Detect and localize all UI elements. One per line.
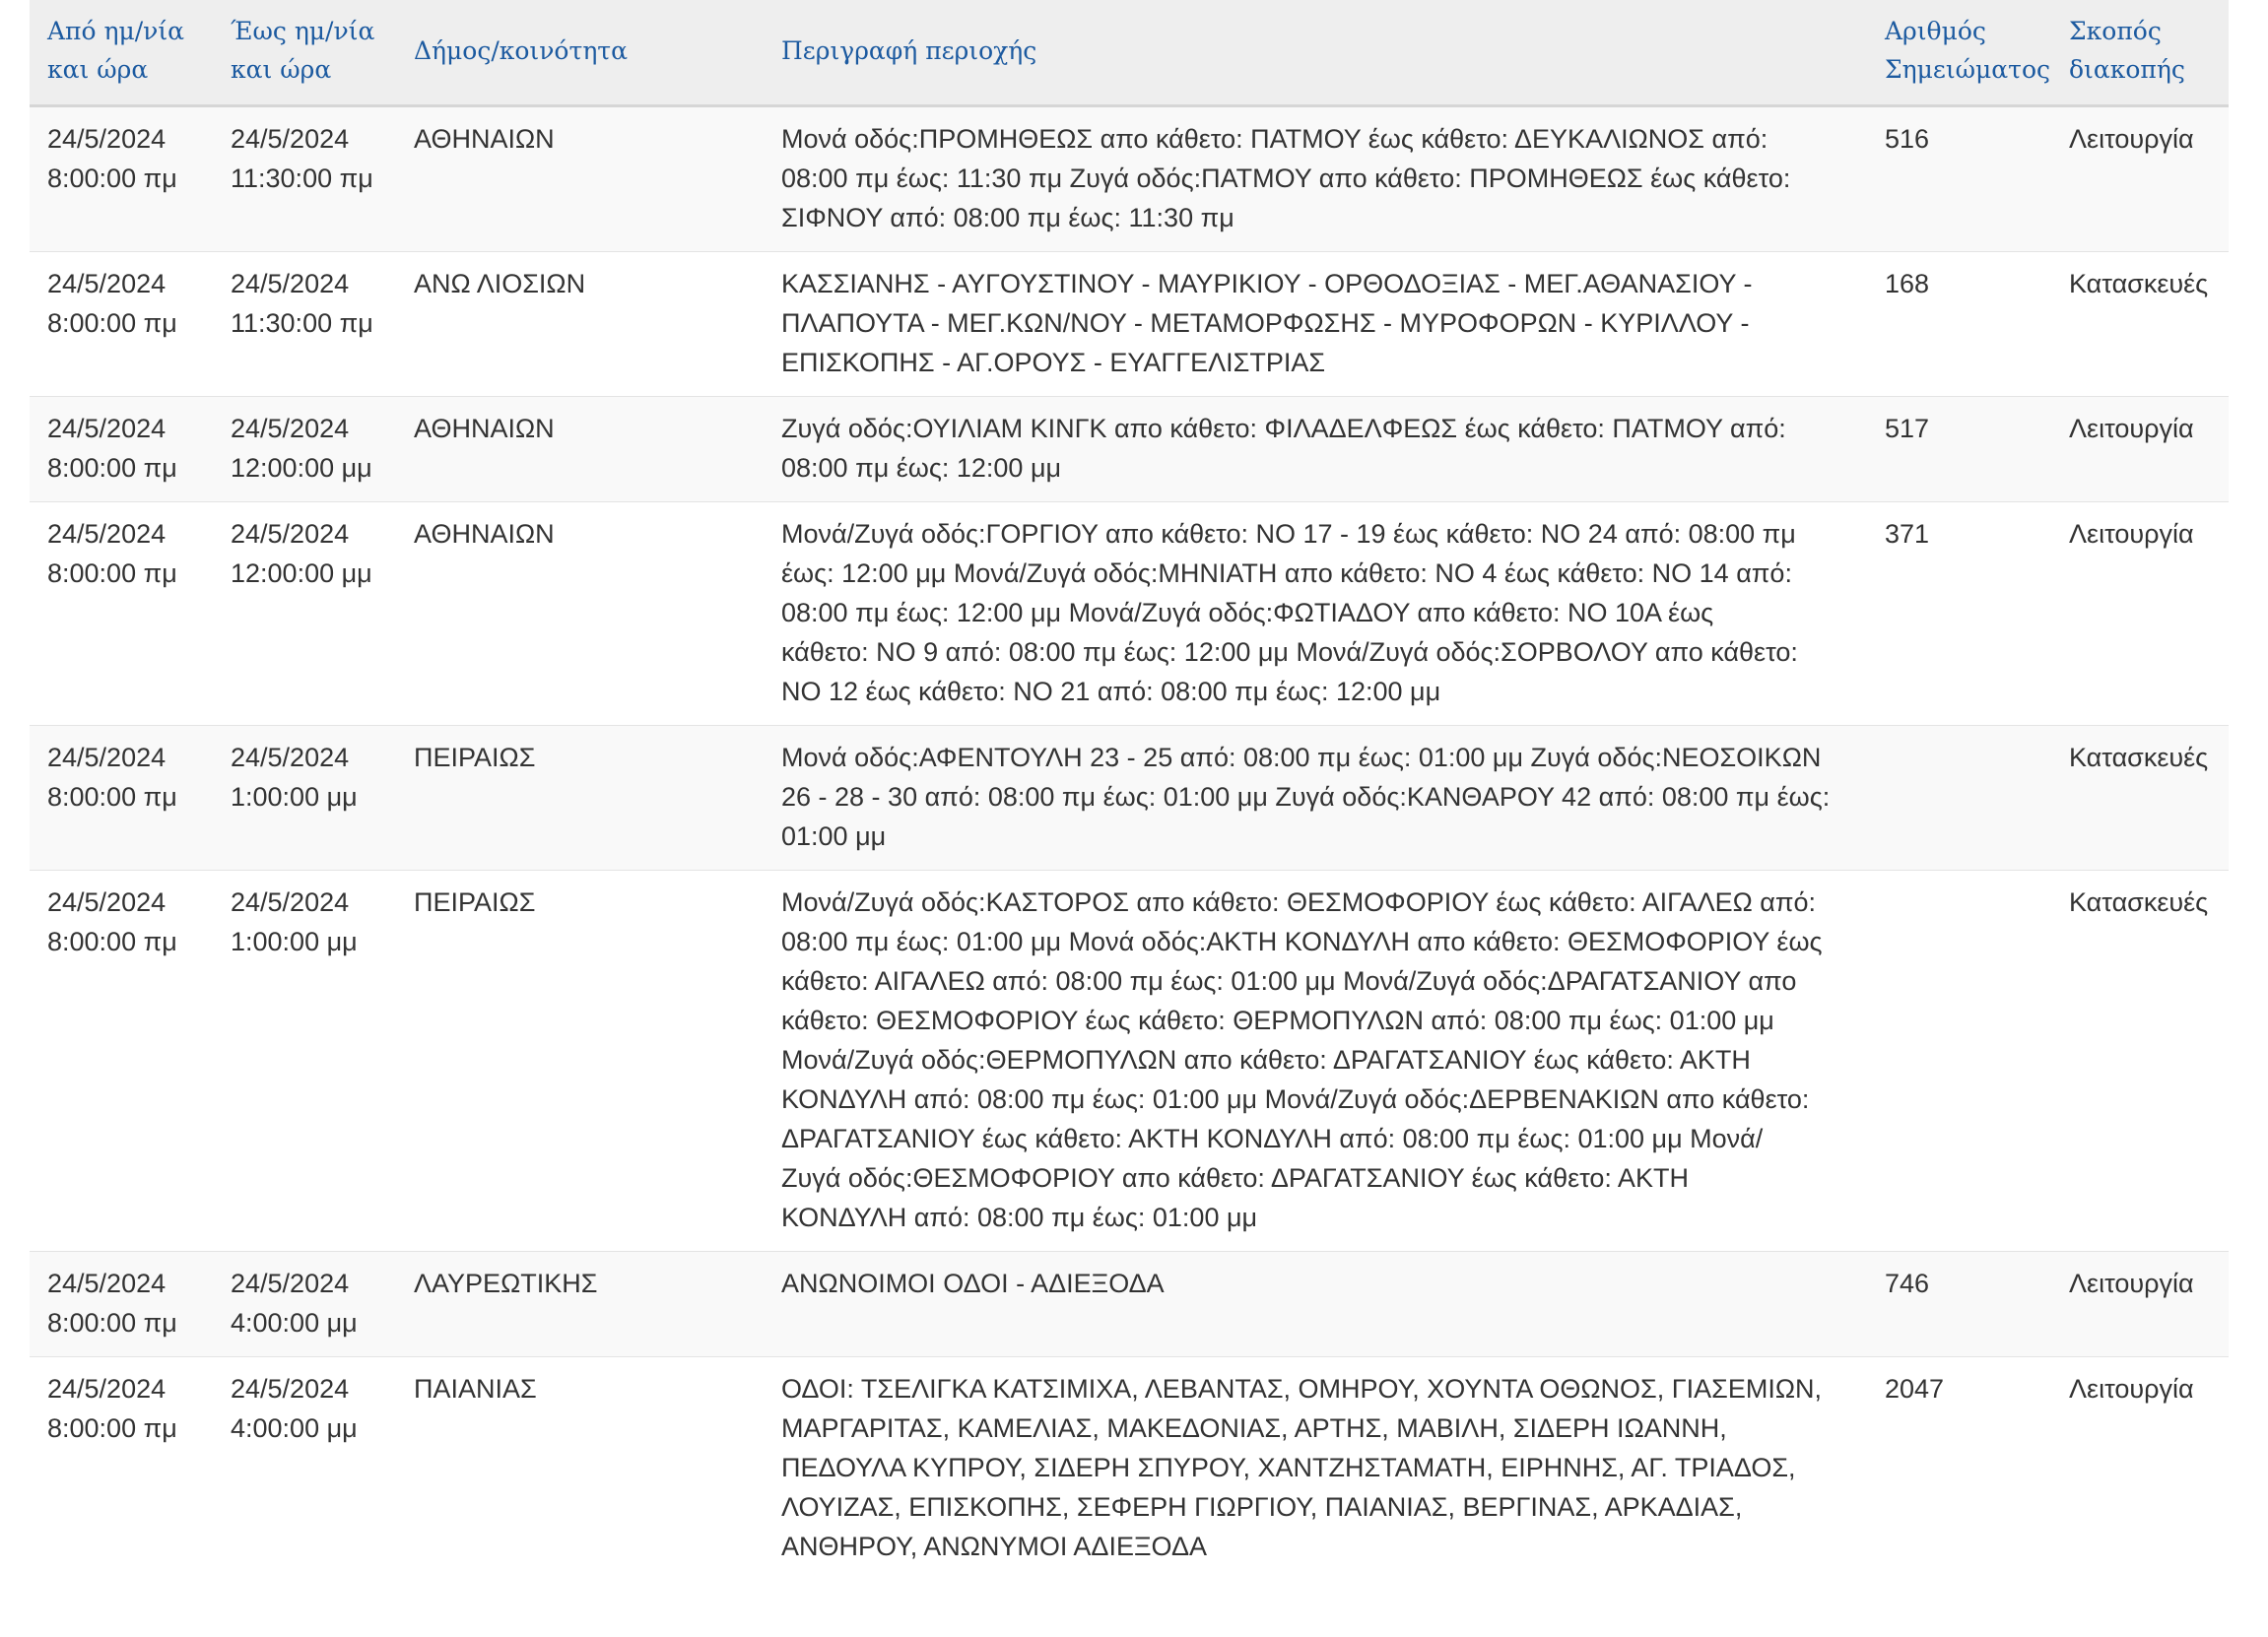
cell-from-datetime: 24/5/2024 8:00:00 πμ [30, 106, 213, 252]
column-header-municipality[interactable]: Δήμος/κοινότητα [396, 0, 764, 106]
column-header-purpose[interactable]: Σκοπός διακοπής [2051, 0, 2229, 106]
table-header-row [30, 0, 2229, 106]
cell-description: ΟΔΟΙ: ΤΣΕΛΙΓΚΑ ΚΑΤΣΙΜΙΧΑ, ΛΕΒΑΝΤΑΣ, ΟΜΗΡΟΥ, ΧΟΥΝΤΑ ΟΘΩΝΟΣ, ΓΙΑΣΕΜΙΩΝ, ΜΑΡΓΑΡΙΤΑΣ, ΚΑΜΕΛΙΑΣ, ΜΑΚΕΔΟΝΙΑΣ, ΑΡΤΗΣ, ΜΑΒΙΛΗ, ΣΙΔΕΡΗ ΙΩΑΝΝΗ, ΠΕΔΟΥΛΑ ΚΥΠΡΟΥ, ΣΙΔΕΡΗ ΣΠΥΡΟΥ, ΧΑΝΤΖΗΣΤΑΜΑΤΗ, ΕΙΡΗΝΗΣ, ΑΓ. ΤΡΙΑΔΟΣ, ΛΟΥΙΖΑΣ, ΕΠΙΣΚΟΠΗΣ, ΣΕΦΕΡΗ ΓΙΩΡΓΙΟΥ, ΠΑΙΑΝΙΑΣ, ΒΕΡΓΙΝΑΣ, ΑΡΚΑΔΙΑΣ, ΑΝΘΗΡΟΥ, ΑΝΩΝΥΜΟΙ ΑΔΙΕΞΟΔΑ [764, 1357, 1867, 1581]
table-row [30, 502, 2229, 726]
table-row [30, 397, 2229, 502]
cell-description: Μονά οδός:ΑΦΕΝΤΟΥΛΗ 23 - 25 από: 08:00 πμ έως: 01:00 μμ Ζυγά οδός:ΝΕΟΣΟΙΚΩΝ 26 - 28 - 30 από: 08:00 πμ έως: 01:00 μμ Ζυγά οδός:ΚΑΝΘΑΡΟΥ 42 από: 08:00 πμ έως: 01:00 μμ [764, 726, 1867, 871]
cell-to-datetime: 24/5/2024 1:00:00 μμ [213, 726, 396, 871]
cell-note-number: 746 [1867, 1252, 2051, 1357]
cell-note-number [1867, 726, 2051, 871]
cell-to-datetime: 24/5/2024 11:30:00 πμ [213, 106, 396, 252]
cell-note-number: 516 [1867, 106, 2051, 252]
cell-municipality: ΠΑΙΑΝΙΑΣ [396, 1357, 764, 1581]
table-row [30, 871, 2229, 1252]
cell-note-number [1867, 871, 2051, 1252]
table-body [30, 106, 2229, 1581]
cell-municipality: ΛΑΥΡΕΩΤΙΚΗΣ [396, 1252, 764, 1357]
cell-purpose: Κατασκευές [2051, 726, 2229, 871]
table-row [30, 106, 2229, 252]
cell-municipality: ΑΘΗΝΑΙΩΝ [396, 397, 764, 502]
cell-from-datetime: 24/5/2024 8:00:00 πμ [30, 502, 213, 726]
cell-to-datetime: 24/5/2024 12:00:00 μμ [213, 397, 396, 502]
cell-purpose: Λειτουργία [2051, 106, 2229, 252]
cell-municipality: ΑΝΩ ΛΙΟΣΙΩΝ [396, 252, 764, 397]
cell-description: Μονά/Ζυγά οδός:ΓΟΡΓΙΟΥ απο κάθετο: ΝΟ 17 - 19 έως κάθετο: ΝΟ 24 από: 08:00 πμ έως: 12:00 μμ Μονά/Ζυγά οδός:ΜΗΝΙΑΤΗ απο κάθετο: ΝΟ 4 έως κάθετο: ΝΟ 14 από: 08:00 πμ έως: 12:00 μμ Μονά/Ζυγά οδός:ΦΩΤΙΑΔΟΥ απο κάθετο: ΝΟ 10Α έως κάθετο: ΝΟ 9 από: 08:00 πμ έως: 12:00 μμ Μονά/Ζυγά οδός:ΣΟΡΒΟΛΟΥ απο κάθετο: ΝΟ 12 έως κάθετο: ΝΟ 21 από: 08:00 πμ έως: 12:00 μμ [764, 502, 1867, 726]
cell-description: Ζυγά οδός:ΟΥΙΛΙΑΜ ΚΙΝΓΚ απο κάθετο: ΦΙΛΑΔΕΛΦΕΩΣ έως κάθετο: ΠΑΤΜΟΥ από: 08:00 πμ έως: 12:00 μμ [764, 397, 1867, 502]
cell-note-number: 517 [1867, 397, 2051, 502]
cell-from-datetime: 24/5/2024 8:00:00 πμ [30, 1252, 213, 1357]
cell-note-number: 2047 [1867, 1357, 2051, 1581]
outages-table-container [30, 0, 2229, 1580]
cell-note-number: 371 [1867, 502, 2051, 726]
cell-purpose: Λειτουργία [2051, 397, 2229, 502]
cell-purpose: Λειτουργία [2051, 502, 2229, 726]
cell-municipality: ΠΕΙΡΑΙΩΣ [396, 871, 764, 1252]
cell-purpose: Κατασκευές [2051, 252, 2229, 397]
cell-from-datetime: 24/5/2024 8:00:00 πμ [30, 1357, 213, 1581]
cell-from-datetime: 24/5/2024 8:00:00 πμ [30, 397, 213, 502]
cell-municipality: ΑΘΗΝΑΙΩΝ [396, 502, 764, 726]
cell-description: ΚΑΣΣΙΑΝΗΣ - ΑΥΓΟΥΣΤΙΝΟΥ - ΜΑΥΡΙΚΙΟΥ - ΟΡΘΟΔΟΞΙΑΣ - ΜΕΓ.ΑΘΑΝΑΣΙΟΥ - ΠΛΑΠΟΥΤΑ - ΜΕΓ.ΚΩΝ/ΝΟΥ - ΜΕΤΑΜΟΡΦΩΣΗΣ - ΜΥΡΟΦΟΡΩΝ - ΚΥΡΙΛΛΟΥ - ΕΠΙΣΚΟΠΗΣ - ΑΓ.ΟΡΟΥΣ - ΕΥΑΓΓΕΛΙΣΤΡΙΑΣ [764, 252, 1867, 397]
cell-purpose: Λειτουργία [2051, 1252, 2229, 1357]
table-row [30, 726, 2229, 871]
cell-description: Μονά/Ζυγά οδός:ΚΑΣΤΟΡΟΣ απο κάθετο: ΘΕΣΜΟΦΟΡΙΟΥ έως κάθετο: ΑΙΓΑΛΕΩ από: 08:00 πμ έως: 01:00 μμ Μονά οδός:ΑΚΤΗ ΚΟΝΔΥΛΗ απο κάθετο: ΘΕΣΜΟΦΟΡΙΟΥ έως κάθετο: ΑΙΓΑΛΕΩ από: 08:00 πμ έως: 01:00 μμ Μονά/Ζυγά οδός:ΔΡΑΓΑΤΣΑΝΙΟΥ απο κάθετο: ΘΕΣΜΟΦΟΡΙΟΥ έως κάθετο: ΘΕΡΜΟΠΥΛΩΝ από: 08:00 πμ έως: 01:00 μμ Μονά/Ζυγά οδός:ΘΕΡΜΟΠΥΛΩΝ απο κάθετο: ΔΡΑΓΑΤΣΑΝΙΟΥ έως κάθετο: ΑΚΤΗ ΚΟΝΔΥΛΗ από: 08:00 πμ έως: 01:00 μμ Μονά/Ζυγά οδός:ΔΕΡΒΕΝΑΚΙΩΝ απο κάθετο: ΔΡΑΓΑΤΣΑΝΙΟΥ έως κάθετο: ΑΚΤΗ ΚΟΝΔΥΛΗ από: 08:00 πμ έως: 01:00 μμ Μονά/ Ζυγά οδός:ΘΕΣΜΟΦΟΡΙΟΥ απο κάθετο: ΔΡΑΓΑΤΣΑΝΙΟΥ έως κάθετο: ΑΚΤΗ ΚΟΝΔΥΛΗ από: 08:00 πμ έως: 01:00 μμ [764, 871, 1867, 1252]
column-header-to[interactable]: Έως ημ/νία και ώρα [213, 0, 396, 106]
cell-municipality: ΠΕΙΡΑΙΩΣ [396, 726, 764, 871]
cell-to-datetime: 24/5/2024 4:00:00 μμ [213, 1357, 396, 1581]
cell-purpose: Λειτουργία [2051, 1357, 2229, 1581]
column-header-from[interactable]: Από ημ/νία και ώρα [30, 0, 213, 106]
table-row [30, 1357, 2229, 1581]
table-row [30, 1252, 2229, 1357]
table-row [30, 252, 2229, 397]
cell-to-datetime: 24/5/2024 4:00:00 μμ [213, 1252, 396, 1357]
cell-to-datetime: 24/5/2024 12:00:00 μμ [213, 502, 396, 726]
outages-table [30, 0, 2229, 1580]
cell-description: ΑΝΩΝΟΙΜΟΙ ΟΔΟΙ - ΑΔΙΕΞΟΔΑ [764, 1252, 1867, 1357]
cell-municipality: ΑΘΗΝΑΙΩΝ [396, 106, 764, 252]
cell-from-datetime: 24/5/2024 8:00:00 πμ [30, 252, 213, 397]
column-header-description[interactable]: Περιγραφή περιοχής [764, 0, 1867, 106]
cell-from-datetime: 24/5/2024 8:00:00 πμ [30, 871, 213, 1252]
cell-from-datetime: 24/5/2024 8:00:00 πμ [30, 726, 213, 871]
cell-note-number: 168 [1867, 252, 2051, 397]
cell-description: Μονά οδός:ΠΡΟΜΗΘΕΩΣ απο κάθετο: ΠΑΤΜΟΥ έως κάθετο: ΔΕΥΚΑΛΙΩΝΟΣ από: 08:00 πμ έως: 11:30 πμ Ζυγά οδός:ΠΑΤΜΟΥ απο κάθετο: ΠΡΟΜΗΘΕΩΣ έως κάθετο: ΣΙΦΝΟΥ από: 08:00 πμ έως: 11:30 πμ [764, 106, 1867, 252]
cell-to-datetime: 24/5/2024 1:00:00 μμ [213, 871, 396, 1252]
cell-to-datetime: 24/5/2024 11:30:00 πμ [213, 252, 396, 397]
cell-purpose: Κατασκευές [2051, 871, 2229, 1252]
column-header-note-number[interactable]: Αριθμός Σημειώματος [1867, 0, 2051, 106]
